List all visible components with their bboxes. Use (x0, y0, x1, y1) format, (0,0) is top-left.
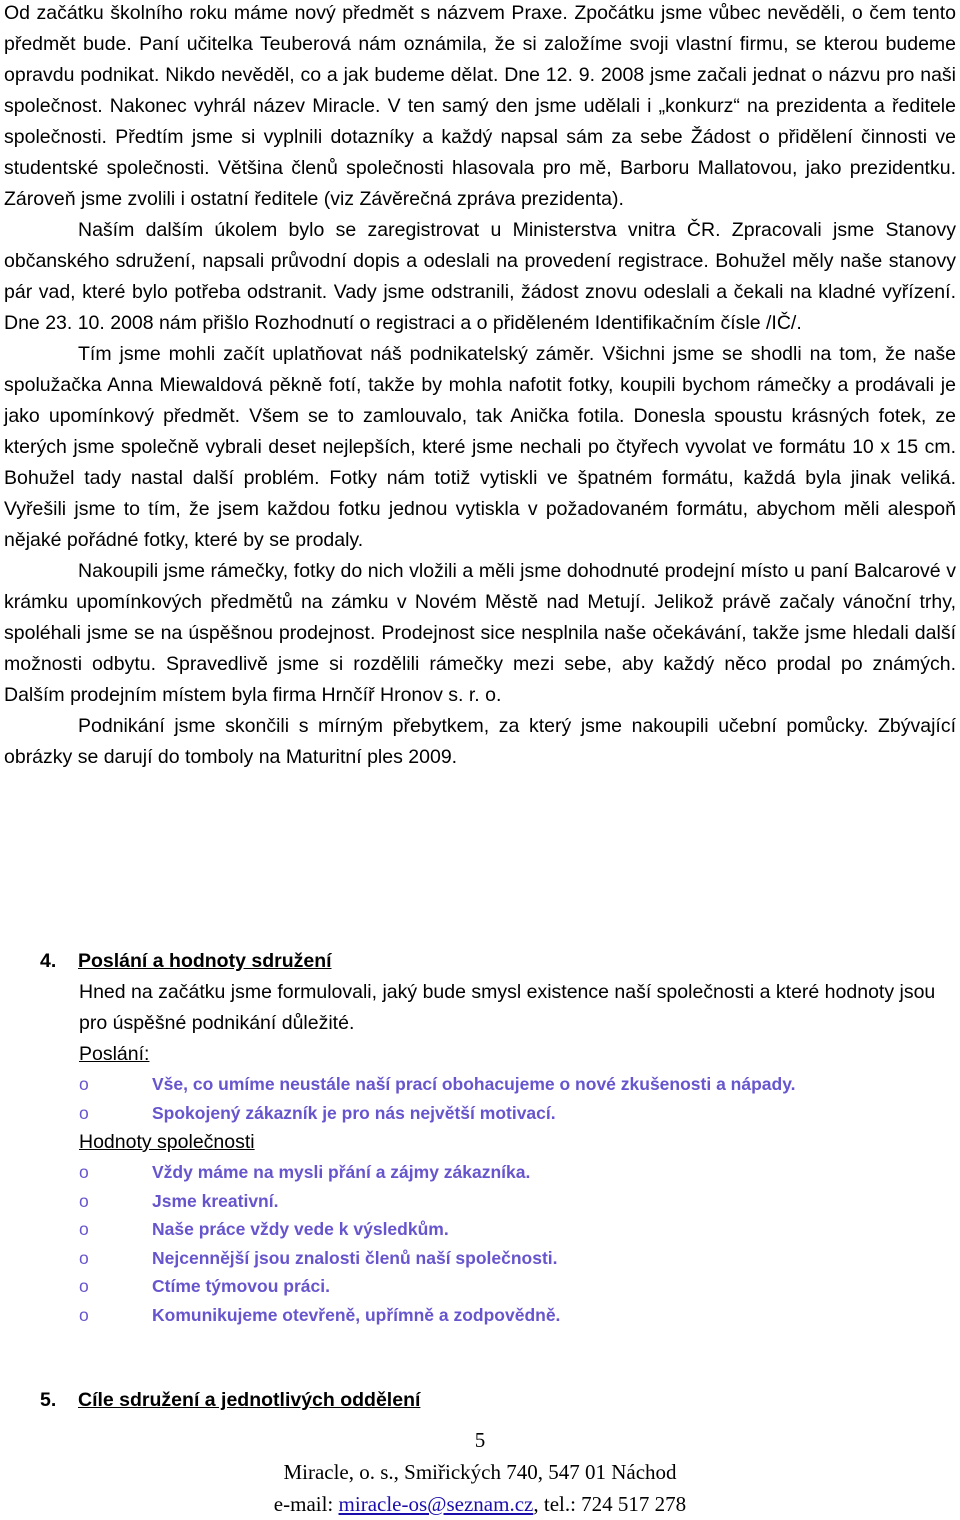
bullet-marker: o (79, 1247, 89, 1268)
bullet-marker: o (79, 1304, 89, 1325)
footer-contact (0, 1488, 960, 1520)
list-item (79, 1187, 956, 1216)
section-body (79, 977, 956, 1329)
list-item (79, 1244, 956, 1273)
section-heading (40, 947, 332, 975)
list-item (79, 1301, 956, 1330)
values-list (79, 1158, 956, 1329)
list-item-text: Nejcennější jsou znalosti členů naší společnosti. (152, 1247, 558, 1268)
bullet-marker: o (79, 1276, 89, 1296)
list-item-text: Naše práce vždy vede k výsledkům. (152, 1219, 449, 1239)
paragraph: Tím jsme mohli začít uplatňovat náš podnikatelský záměr. Všichni jsme se shodli na tom, že naše spolužačka Anna Miewaldová pěkně fotí, takže by mohla nafotit fotky, koupili bychom rámečky a prodávali je jako upomínkový předmět. Všem se to zamlouvalo, tak Anička fotila. Donesla spoustu krásných fotek, ze kterých jsme společně vybrali deset nejlepších, které jsme nechali po čtyřech vyvolat ve formátu 10 x 15 cm. Bohužel tady nastal další problém. Fotky nám totiž vytiskli ve špatném formátu, každá byla jinak veliká. Vyřešili jsme to tím, že jsem každou fotku jednou vytiskla v požadovaném formátu, abychom měli alespoň nějaké pořádné fotky, které by se prodaly. (4, 343, 956, 551)
bullet-marker: o (79, 1102, 89, 1123)
page-footer (0, 1424, 960, 1520)
bullet-marker: o (79, 1219, 89, 1239)
list-item (79, 1070, 956, 1099)
list-item-text: Spokojený zákazník je pro nás největší motivací. (152, 1102, 556, 1123)
list-item (79, 1158, 956, 1187)
list-item-text: Vždy máme na mysli přání a zájmy zákazníka. (152, 1162, 531, 1182)
section-number: 4. (40, 950, 57, 972)
bullet-marker: o (79, 1162, 89, 1182)
list-item (79, 1099, 956, 1128)
phone-text: , tel.: 724 517 278 (533, 1492, 687, 1516)
mission-list (79, 1070, 956, 1127)
paragraph: Od začátku školního roku máme nový předmět s názvem Praxe. Zpočátku jsme vůbec nevěděli, o čem tento předmět bude. Paní učitelka Teuberová nám oznámila, že si založíme svoji vlastní firmu, se kterou budeme opravdu podnikat. Nikdo nevěděl, co a jak budeme dělat. Dne 12. 9. 2008 jsme začali jednat o názvu pro naši společnost. Nakonec vyhrál název Miracle. V ten samý den jsme udělali i „konkurz“ na prezidenta a ředitele společnosti. Předtím jsme si vyplnili dotazníky a každý napsal sám za sebe Žádost o přidělení činnosti ve studentské společnosti. Většina členů společnosti hlasovala pro mě, Barboru Mallatovou, jako prezidentku. Zároveň jsme zvolili i ostatní ředitele (viz Závěrečná zpráva prezidenta). (4, 2, 956, 210)
bullet-marker: o (79, 1190, 89, 1211)
list-item (79, 1272, 956, 1301)
list-item-text: Vše, co umíme neustále naší prací obohacujeme o nové zkušenosti a nápady. (152, 1074, 796, 1094)
section-heading (40, 1386, 420, 1414)
values-heading: Hodnoty společnosti (79, 1131, 255, 1153)
paragraph: Naším dalším úkolem bylo se zaregistrovat u Ministerstva vnitra ČR. Zpracovali jsme Stanovy občanského sdružení, napsali průvodní dopis a odeslali na provedení registrace. Bohužel měly naše stanovy pár vad, které bylo potřeba odstranit. Vady jsme odstranili, žádost znovu odeslali a čekali na kladné vyřízení. Dne 23. 10. 2008 nám přišlo Rozhodnutí o registraci a o přiděleném Identifikačním čísle /IČ/. (4, 219, 956, 334)
page-number: 5 (474, 1428, 486, 1452)
email-label: e-mail: (273, 1492, 339, 1516)
section-number: 5. (40, 1389, 57, 1411)
mission-heading: Poslání: (79, 1043, 150, 1065)
list-item-text: Komunikujeme otevřeně, upřímně a zodpovědně. (152, 1304, 561, 1325)
bullet-marker: o (79, 1074, 89, 1094)
paragraph: Podnikání jsme skončili s mírným přebytkem, za který jsme nakoupili učební pomůcky. Zbývající obrázky se darují do tomboly na Maturitní ples 2009. (4, 715, 956, 768)
section-intro: Hned na začátku jsme formulovali, jaký bude smysl existence naší společnosti a které hodnoty jsou pro úspěšné podnikání důležité. (79, 981, 936, 1034)
list-item (79, 1215, 956, 1244)
email-link[interactable]: miracle-os@seznam.cz (338, 1492, 534, 1516)
list-item-text: Ctíme týmovou práci. (152, 1276, 330, 1296)
footer-address: Miracle, o. s., Smiřických 740, 547 01 Náchod (283, 1460, 677, 1484)
section-title: Cíle sdružení a jednotlivých oddělení (78, 1389, 421, 1411)
body-text (4, 0, 956, 773)
paragraph: Nakoupili jsme rámečky, fotky do nich vložili a měli jsme dohodnuté prodejní místo u paní Balcarové v krámku upomínkových předmětů na zámku v Novém Městě nad Metují. Jelikož právě začaly vánoční trhy, spoléhali jsme se na úspěšnou prodejnost. Prodejnost sice nesplnila naše očekávání, takže jsme hledali další možnosti odbytu. Spravedlivě jsme si rozdělili rámečky mezi sebe, aby každý něco prodal po známých. Dalším prodejním místem byla firma Hrnčíř Hronov s. r. o. (4, 560, 956, 706)
section-title: Poslání a hodnoty sdružení (78, 950, 332, 972)
list-item-text: Jsme kreativní. (152, 1190, 279, 1211)
